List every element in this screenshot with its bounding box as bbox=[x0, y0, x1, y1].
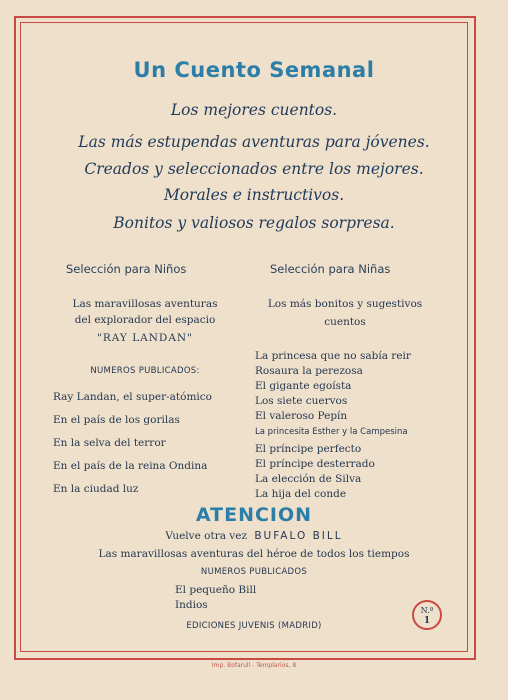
atencion-numbers-label: NUMEROS PUBLICADOS bbox=[200, 567, 308, 577]
bufalo-bill-title: BUFALO BILL bbox=[254, 530, 343, 542]
right-title-item: La hija del conde bbox=[255, 488, 347, 500]
publisher: EDICIONES JUVENIS (MADRID) bbox=[186, 621, 322, 631]
series-name: "RAY LANDAN" bbox=[97, 332, 193, 344]
right-title-item: Los siete cuervos bbox=[255, 395, 348, 407]
right-title-item: El príncipe perfecto bbox=[255, 443, 362, 455]
left-title-item: En el país de los gorilas bbox=[53, 414, 180, 426]
atencion-heading: ATENCION bbox=[195, 504, 313, 526]
slogan-line: Creados y seleccionados entre los mejores. bbox=[84, 160, 424, 178]
right-description: cuentos bbox=[324, 316, 366, 328]
slogan-line: Los mejores cuentos. bbox=[170, 101, 338, 119]
bufalo-line bbox=[0, 530, 508, 542]
left-description: Las maravillosas aventuras bbox=[72, 298, 218, 310]
right-title-item: El valeroso Pepín bbox=[255, 410, 348, 422]
right-title-item: La princesita Esther y la Campesina bbox=[255, 427, 408, 437]
right-title-item: La princesa que no sabía reir bbox=[255, 350, 411, 362]
printer-imprint: Imp. Bofarull - Templarios, 8 bbox=[211, 662, 297, 669]
right-title-item: El gigante egoísta bbox=[255, 380, 352, 392]
published-numbers-label: NUMEROS PUBLICADOS: bbox=[90, 366, 200, 376]
slogan-line: Bonitos y valiosos regalos sorpresa. bbox=[113, 214, 395, 232]
right-description: Los más bonitos y sugestivos bbox=[267, 298, 423, 310]
issue-label: N.º bbox=[420, 606, 434, 615]
atencion-title-item: El pequeño Bill bbox=[175, 584, 257, 596]
right-title-item: El príncipe desterrado bbox=[255, 458, 375, 470]
left-column-heading: Selección para Niños bbox=[66, 262, 187, 276]
left-title-item: En la selva del terror bbox=[53, 437, 166, 449]
left-description: del explorador del espacio bbox=[74, 314, 216, 326]
left-title-item: En el país de la reina Ondina bbox=[53, 460, 208, 472]
left-title-item: En la ciudad luz bbox=[53, 483, 139, 495]
atencion-title-item: Indios bbox=[175, 599, 208, 611]
page-title: Un Cuento Semanal bbox=[133, 58, 375, 82]
right-title-item: La elección de Silva bbox=[255, 473, 362, 485]
issue-number-badge bbox=[412, 600, 442, 630]
slogan-line: Las más estupendas aventuras para jóvenes. bbox=[78, 133, 430, 151]
slogan-line: Morales e instructivos. bbox=[163, 186, 345, 204]
vuelve-text: Vuelve otra vez bbox=[165, 530, 247, 542]
atencion-description: Las maravillosas aventuras del héroe de todos los tiempos bbox=[98, 548, 410, 560]
left-title-item: Ray Landan, el super-atómico bbox=[53, 391, 212, 403]
issue-number: 1 bbox=[423, 616, 431, 626]
right-title-item: Rosaura la perezosa bbox=[255, 365, 363, 377]
right-column-heading: Selección para Niñas bbox=[270, 262, 391, 276]
